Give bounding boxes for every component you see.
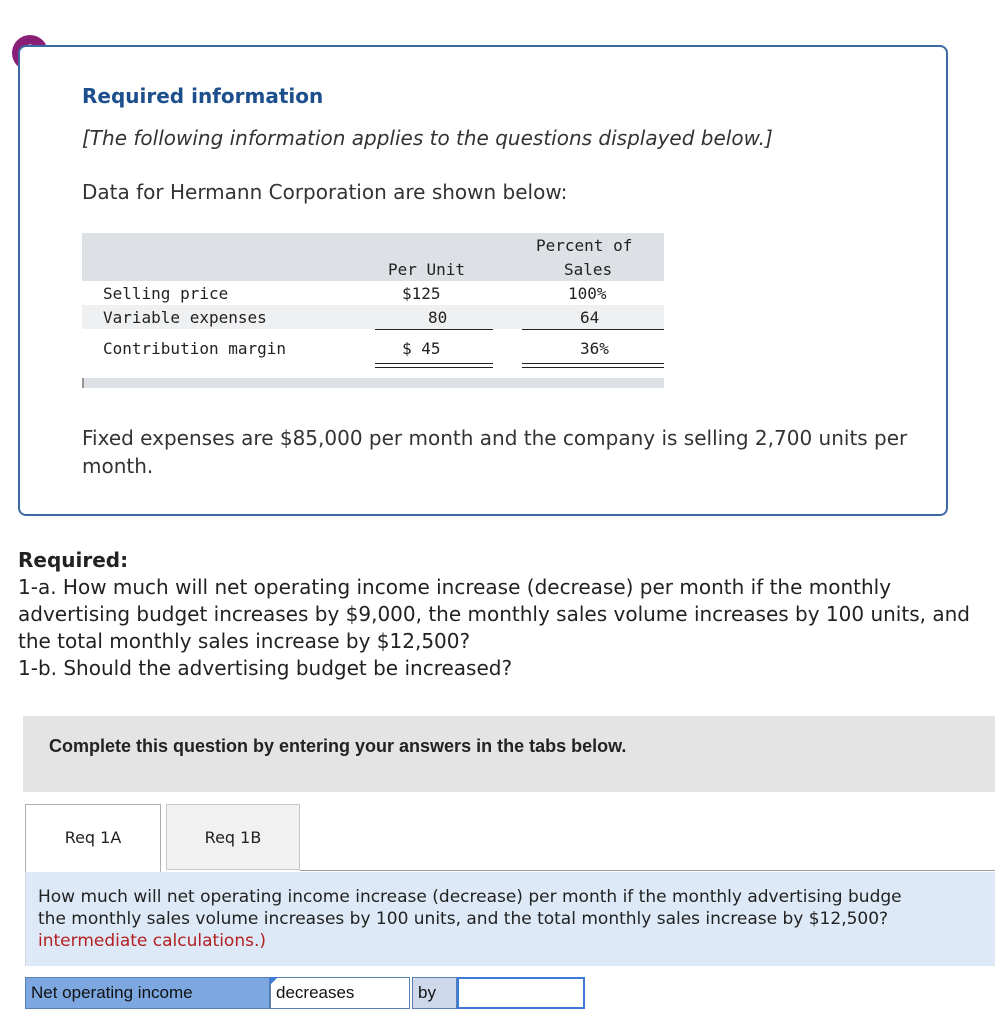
amount-input[interactable] [457, 977, 585, 1009]
question-1a: 1-a. How much will net operating income increase (decrease) per month if the monthly advertising budget increases by $9,000, the monthly sales volume increases by 100 units, and the total monthly sales increase by $12,500? [18, 575, 970, 653]
instructions-text: Complete this question by entering your answers in the tabs below. [49, 736, 627, 756]
tab-divider [300, 870, 995, 871]
question-panel [25, 872, 995, 966]
question-panel-text [38, 886, 995, 952]
instructions-bar [23, 716, 995, 792]
row-label-selling-price: Selling price [103, 284, 229, 303]
question-line-2: the monthly sales volume increases by 100 units, and the total monthly sales increase by $12,500? [38, 909, 889, 929]
required-label: Required: [18, 548, 129, 572]
selling-price-percent: 100% [568, 284, 607, 303]
question-line-1: How much will net operating income increase (decrease) per month if the monthly advertising budge [38, 887, 902, 907]
contribution-margin-per-unit: $ 45 [402, 339, 441, 358]
applies-note: [The following information applies to the questions displayed below.] [82, 126, 773, 150]
net-operating-income-label: Net operating income [25, 977, 270, 1009]
question-line-3: intermediate calculations.) [38, 931, 266, 951]
row-label-variable-expenses: Variable expenses [103, 308, 267, 327]
variable-expenses-per-unit: 80 [428, 308, 448, 327]
required-questions [18, 574, 988, 682]
variable-expenses-percent: 64 [580, 308, 600, 327]
question-1b: 1-b. Should the advertising budget be increased? [18, 656, 513, 680]
dropdown-marker-icon [270, 977, 278, 985]
selling-price-per-unit: $125 [402, 284, 441, 303]
direction-select[interactable]: decreases [270, 977, 410, 1009]
hermann-data-table [82, 233, 664, 389]
header-percent-line1: Percent of [536, 236, 633, 255]
contribution-margin-percent: 36% [580, 339, 609, 358]
tab-req-1a[interactable]: Req 1A [25, 804, 161, 872]
row-label-contribution-margin: Contribution margin [103, 339, 287, 358]
fixed-expenses-note: Fixed expenses are $85,000 per month and the company is selling 2,700 units per month. [82, 426, 908, 478]
header-per-unit: Per Unit [388, 260, 466, 279]
by-label: by [412, 977, 457, 1009]
header-percent-line2: Sales [564, 260, 613, 279]
tab-req-1b[interactable]: Req 1B [166, 804, 300, 870]
required-information-heading: Required information [82, 84, 324, 108]
data-intro: Data for Hermann Corporation are shown below: [82, 180, 568, 204]
